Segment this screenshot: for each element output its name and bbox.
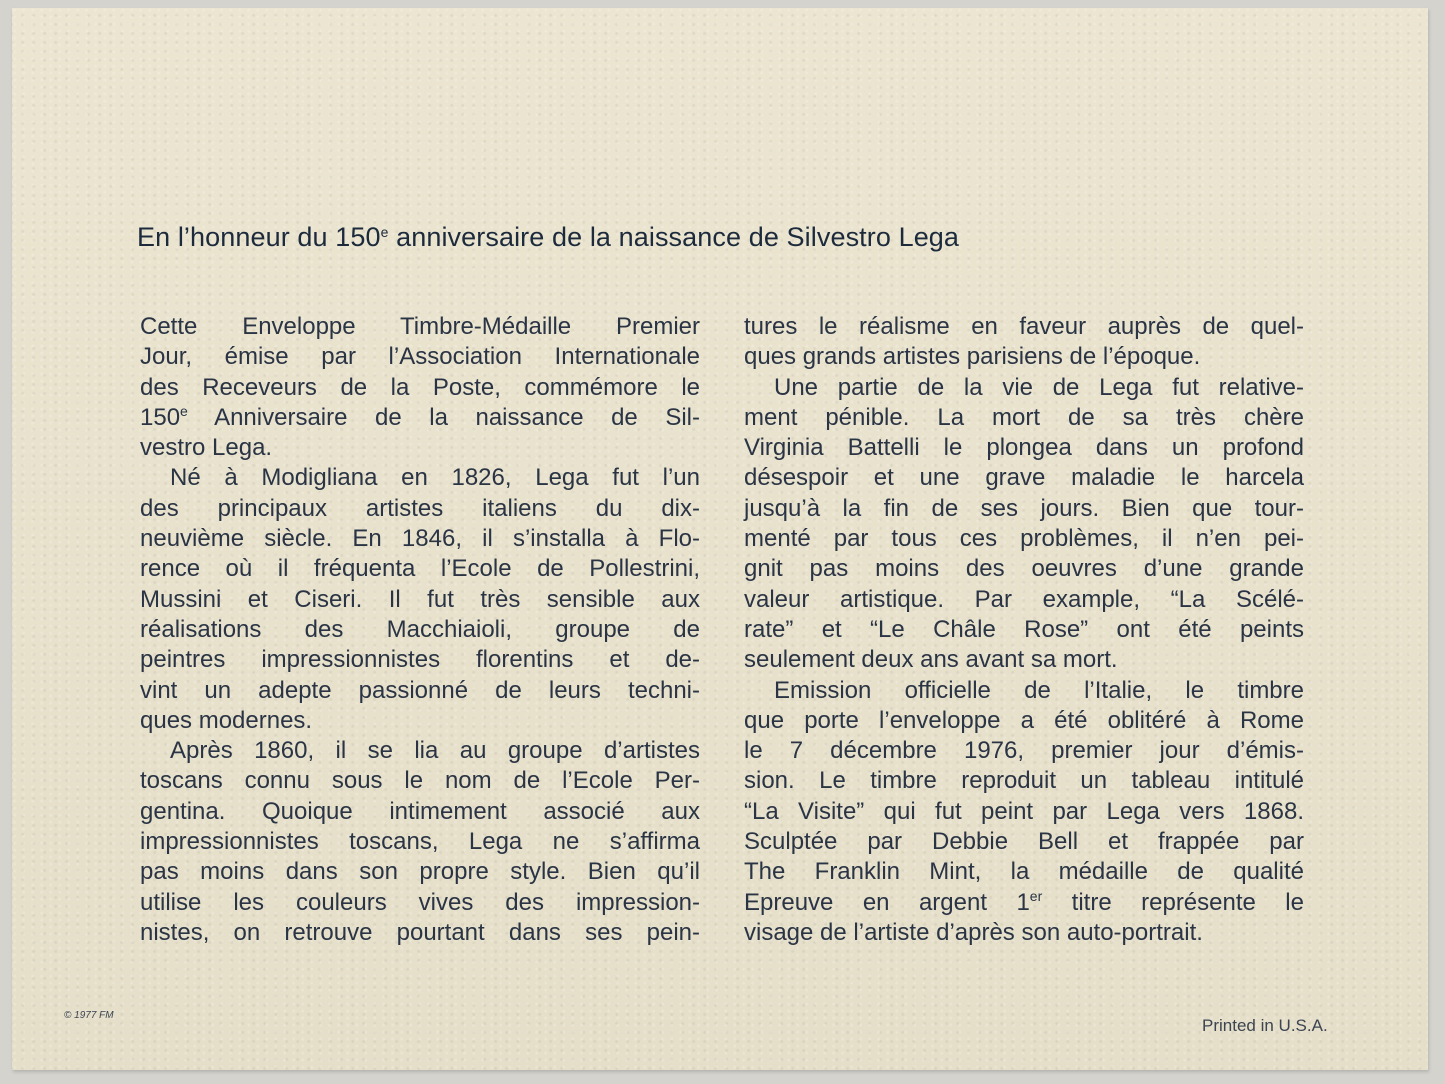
paragraph-line: tures le réalisme en faveur auprès de quel- (744, 313, 1304, 340)
paragraph-line (744, 888, 1304, 918)
paragraph-line: Une partie de la vie de Lega fut relative- (774, 373, 1304, 401)
card-title (137, 222, 1337, 253)
line-segment: titre représente le (1042, 888, 1304, 916)
left-text-column (140, 312, 700, 948)
paragraph-line: Virginia Battelli le plongea dans un profond (744, 434, 1304, 462)
paragraph-line: toscans connu sous le nom de l’Ecole Per- (140, 767, 700, 795)
paragraph-line: gnit pas moins des oeuvres d’une grande (744, 555, 1304, 583)
paragraph-line: Jour, émise par l’Association Internationale (140, 343, 700, 371)
paragraph-line: valeur artistique. Par example, “La Scélé- (744, 585, 1304, 613)
paragraph-line: désespoir et une grave maladie le harcela (744, 464, 1304, 492)
printed-in-notice: Printed in U.S.A. (1202, 1016, 1328, 1035)
paragraph-line: gentina. Quoique intimement associé aux (140, 797, 700, 825)
line-segment: 150 (140, 403, 181, 431)
paragraph-line: impressionnistes toscans, Lega ne s’affirma (140, 828, 700, 856)
paragraph-line: rate” et “Le Châle Rose” ont été peints (744, 615, 1304, 643)
paragraph-line: jusqu’à la fin de ses jours. Bien que tour- (744, 494, 1304, 522)
paragraph-line: vint un adepte passionné de leurs techni- (140, 676, 700, 704)
paragraph-line: Emission officielle de l’Italie, le timbre (774, 676, 1304, 704)
right-text-column (744, 312, 1304, 948)
paragraph-line: nistes, on retrouve pourtant dans ses pein- (140, 918, 700, 946)
paragraph-line: ment pénible. La mort de sa très chère (744, 403, 1304, 431)
paragraph-line: Cette Enveloppe Timbre-Médaille Premier (140, 313, 700, 340)
line-segment: Epreuve en argent 1 (744, 888, 1030, 916)
paragraph-line: peintres impressionnistes florentins et de- (140, 646, 700, 674)
paragraph-line: vestro Lega. (140, 434, 273, 462)
paragraph-line: visage de l’artiste d’après son auto-portrait. (744, 918, 1203, 946)
paragraph-line: “La Visite” qui fut peint par Lega vers 1868. (744, 797, 1304, 825)
paragraph-line: utilise les couleurs vives des impression- (140, 888, 700, 916)
paragraph-line: réalisations des Macchiaioli, groupe de (140, 615, 700, 643)
title-text-start: En l’honneur du 150 (137, 222, 381, 252)
paragraph-line: The Franklin Mint, la médaille de qualité (744, 858, 1304, 886)
paragraph-line: des principaux artistes italiens du dix- (140, 494, 700, 522)
title-text-end: anniversaire de la naissance de Silvestro Lega (388, 222, 960, 252)
paragraph-line: que porte l’enveloppe a été oblitéré à Rome (744, 706, 1304, 734)
title-superscript: e (380, 224, 389, 240)
paragraph-line (140, 403, 700, 433)
paragraph-line: le 7 décembre 1976, premier jour d’émis- (744, 737, 1304, 765)
paragraph-line: Sculptée par Debbie Bell et frappée par (744, 828, 1304, 856)
paragraph-line: ques modernes. (140, 706, 313, 734)
paragraph-line: neuvième siècle. En 1846, il s’installa à Flo- (140, 525, 700, 553)
paragraph-line: ques grands artistes parisiens de l’époque. (744, 343, 1201, 371)
paragraph-line: pas moins dans son propre style. Bien qu’il (140, 858, 700, 886)
commemorative-card (12, 8, 1428, 1070)
paragraph-line: seulement deux ans avant sa mort. (744, 646, 1118, 674)
line-segment: Anniversaire de la naissance de Sil- (187, 403, 700, 431)
line-superscript: er (1029, 887, 1043, 904)
line-superscript: e (180, 402, 188, 419)
paragraph-line: menté par tous ces problèmes, il n’en pei- (744, 525, 1304, 553)
paragraph-line: Mussini et Ciseri. Il fut très sensible aux (140, 585, 700, 613)
paragraph-line: Après 1860, il se lia au groupe d’artistes (170, 737, 700, 765)
paragraph-line: des Receveurs de la Poste, commémore le (140, 373, 700, 401)
copyright-notice: © 1977 FM (64, 1010, 114, 1021)
paragraph-line: rence où il fréquenta l’Ecole de Pollestrini, (140, 555, 700, 583)
paragraph-line: Né à Modigliana en 1826, Lega fut l’un (170, 464, 700, 492)
paragraph-line: sion. Le timbre reproduit un tableau intitulé (744, 767, 1304, 795)
